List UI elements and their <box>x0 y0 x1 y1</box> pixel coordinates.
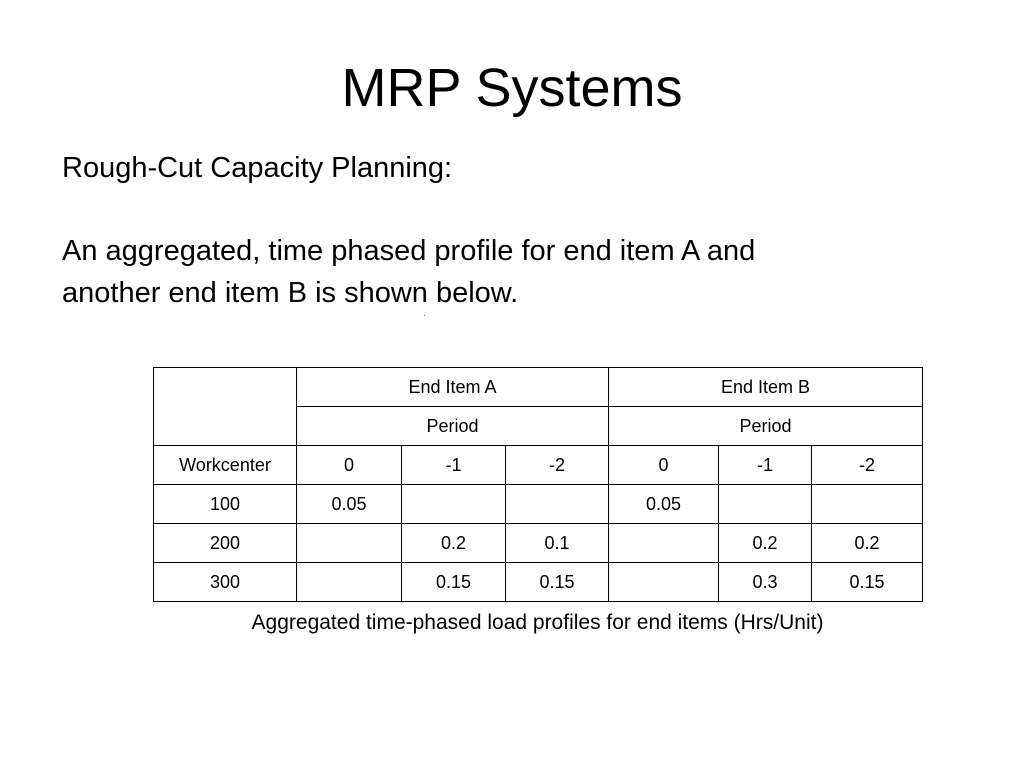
load-cell <box>402 485 506 524</box>
load-cell: 0.15 <box>812 563 923 602</box>
period-header: 0 <box>297 446 402 485</box>
workcenter-header: Workcenter <box>154 446 297 485</box>
load-cell: 0.3 <box>719 563 812 602</box>
load-cell <box>609 563 719 602</box>
workcenter-cell: 300 <box>154 563 297 602</box>
period-header: 0 <box>609 446 719 485</box>
load-cell <box>506 485 609 524</box>
subheading: Rough-Cut Capacity Planning: <box>62 152 453 184</box>
load-cell <box>812 485 923 524</box>
table-caption: Aggregated time-phased load profiles for end items (Hrs/Unit) <box>251 611 824 634</box>
load-cell: 0.15 <box>506 563 609 602</box>
load-cell: 0.05 <box>609 485 719 524</box>
load-cell <box>297 563 402 602</box>
load-cell: 0.2 <box>402 524 506 563</box>
load-cell: 0.1 <box>506 524 609 563</box>
period-header: -2 <box>812 446 923 485</box>
table-row <box>154 524 923 563</box>
stray-dot <box>424 315 425 316</box>
corner-cell <box>154 368 297 446</box>
load-cell: 0.05 <box>297 485 402 524</box>
group-header-b: End Item B <box>609 368 923 407</box>
load-profile-table <box>153 367 923 602</box>
group-header-a: End Item A <box>297 368 609 407</box>
period-header: -1 <box>402 446 506 485</box>
load-cell: 0.2 <box>812 524 923 563</box>
load-cell: 0.15 <box>402 563 506 602</box>
period-label-b: Period <box>609 407 923 446</box>
table-row <box>154 485 923 524</box>
load-cell <box>609 524 719 563</box>
load-cell: 0.2 <box>719 524 812 563</box>
period-label-a: Period <box>297 407 609 446</box>
table-row <box>154 563 923 602</box>
group-header-row <box>154 368 923 407</box>
workcenter-cell: 200 <box>154 524 297 563</box>
load-cell <box>297 524 402 563</box>
slide-title: MRP Systems <box>341 58 683 118</box>
description-line: An aggregated, time phased profile for end item A and <box>62 235 756 267</box>
description <box>62 230 942 314</box>
description-line: another end item B is shown below. <box>62 277 519 309</box>
period-header: -2 <box>506 446 609 485</box>
period-header-row <box>154 446 923 485</box>
workcenter-cell: 100 <box>154 485 297 524</box>
load-cell <box>719 485 812 524</box>
period-header: -1 <box>719 446 812 485</box>
